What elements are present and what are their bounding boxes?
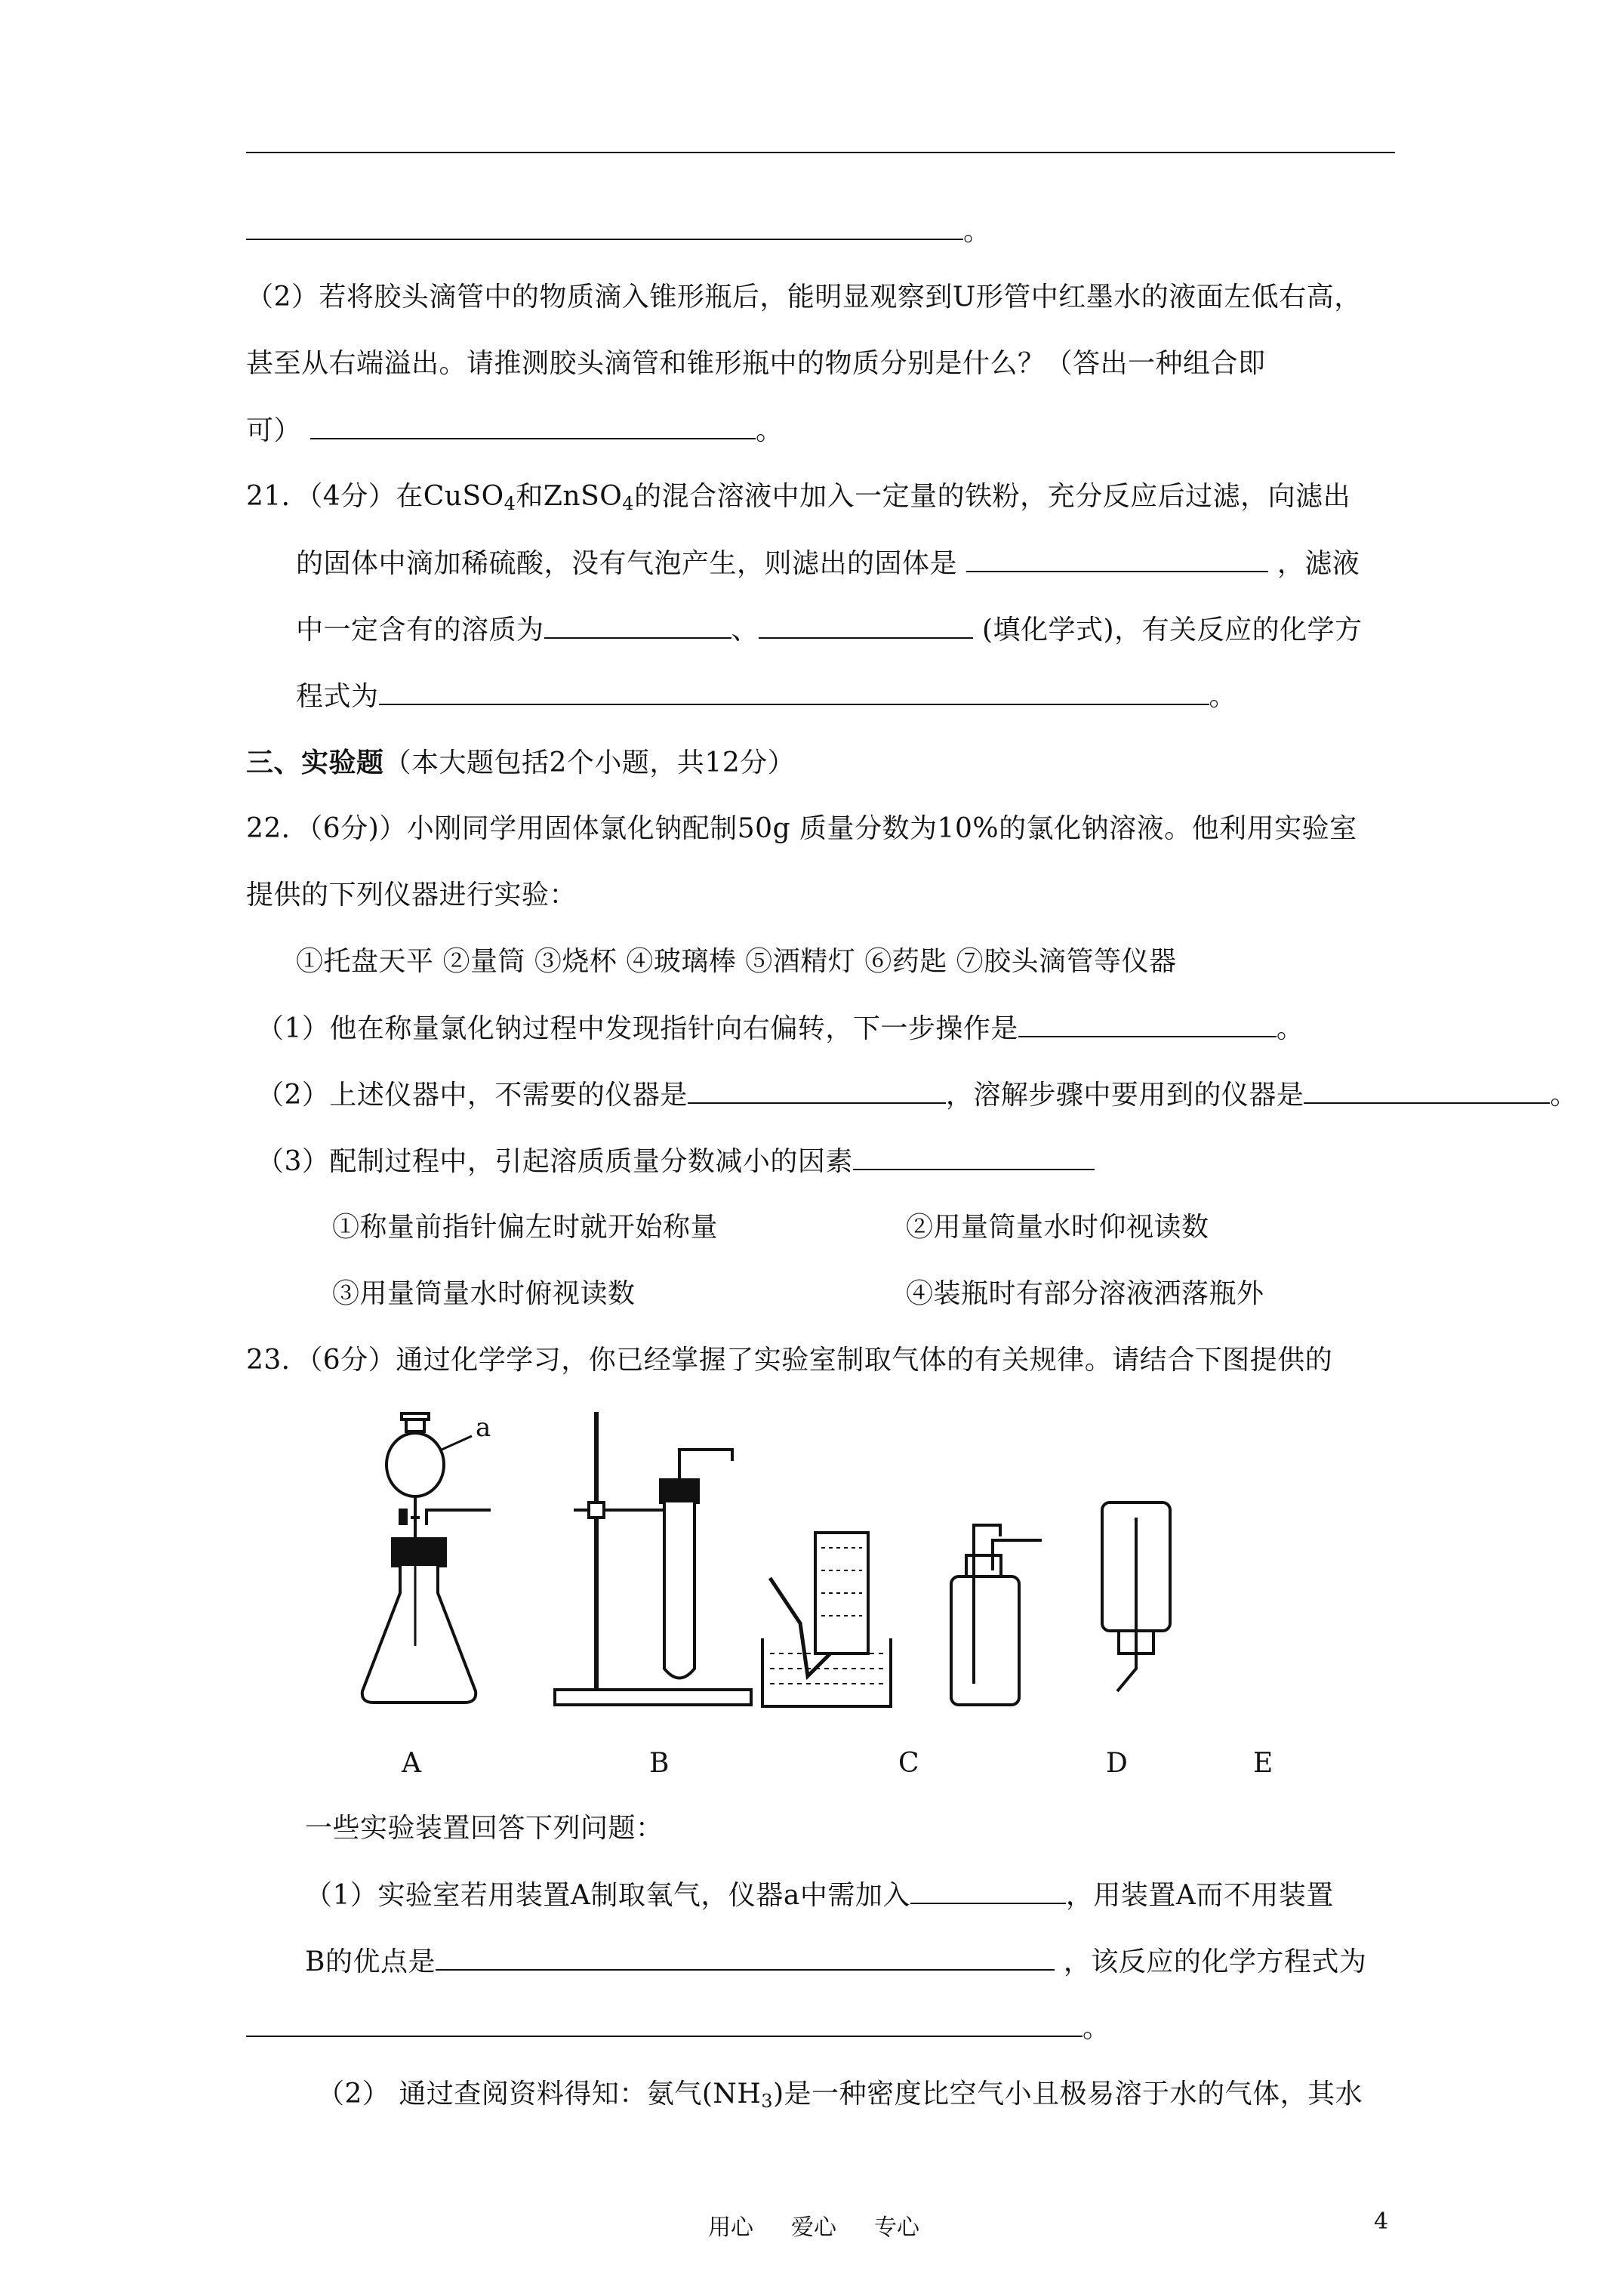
q23-part1-line2: B的优点是 ，该反应的化学方程式为 xyxy=(305,1943,1366,1980)
figure-label-a: A xyxy=(402,1748,421,1779)
answer-blank[interactable] xyxy=(688,1077,946,1104)
answer-blank[interactable] xyxy=(1304,1077,1550,1104)
q22-instruments: ①托盘天平 ②量筒 ③烧杯 ④玻璃棒 ⑤酒精灯 ⑥药匙 ⑦胶头滴管等仪器 xyxy=(296,946,1177,977)
answer-blank[interactable] xyxy=(379,678,1209,705)
label-a: a xyxy=(476,1413,491,1443)
section-3-heading: 三、实验题（本大题包括2个小题，共12分） xyxy=(246,747,796,778)
q22-option-4: ④装瓶时有部分溶液洒落瓶外 xyxy=(906,1278,1264,1309)
apparatus-c xyxy=(762,1533,891,1706)
q23-part1-line1: （1）实验室若用装置A制取氧气，仪器a中需加入 ，用装置A而不用装置 xyxy=(305,1877,1334,1914)
q22-line1: 22．（6分)）小刚同学用固体氯化钠配制50g 质量分数为10%的氯化钠溶液。他利用实验室 xyxy=(246,813,1357,844)
apparatus-figure xyxy=(317,1397,1374,1789)
answer-blank[interactable] xyxy=(544,612,731,639)
figure-label-d: D xyxy=(1106,1748,1128,1779)
q23-line2: 一些实验装置回答下列问题： xyxy=(305,1813,664,1844)
q21-line3: 中一定含有的溶质为 、 (填化学式)，有关反应的化学方 xyxy=(296,612,1363,649)
footer-text-1: 用心 xyxy=(708,2214,753,2241)
answer-blank[interactable] xyxy=(246,2010,1083,2037)
answer-blank[interactable] xyxy=(246,213,963,240)
q22-part2: （2）上述仪器中，不需要的仪器是 ，溶解步骤中要用到的仪器是 。 xyxy=(257,1077,1578,1114)
q22-option-1: ①称量前指针偏左时就开始称量 xyxy=(332,1212,719,1243)
q22-option-3: ③用量筒量水时俯视读数 xyxy=(332,1278,636,1309)
footer-text-3: 专心 xyxy=(874,2214,919,2241)
q23-part1-line3: 。 xyxy=(246,2010,1110,2047)
q21-line1: 21．（4分）在CuSO$_4$和ZnSO$_4$的混合溶液中加入一定量的铁粉，充分反应后过滤，向滤出 xyxy=(246,481,1351,514)
q22-line2: 提供的下列仪器进行实验： xyxy=(246,880,577,911)
q22-part1: （1）他在称量氯化钠过程中发现指针向右偏转，下一步操作是 。 xyxy=(257,1010,1304,1047)
answer-blank[interactable] xyxy=(966,545,1268,572)
q21-line2: 的固体中滴加稀硫酸，没有气泡产生，则滤出的固体是 ，滤液 xyxy=(296,545,1360,582)
footer-text-2: 爱心 xyxy=(791,2214,836,2241)
figure-label-b: B xyxy=(649,1748,670,1779)
figure-label-c: C xyxy=(898,1748,919,1779)
q21-line4: 程式为 。 xyxy=(296,678,1236,715)
q20-part2-line3: 可） 。 xyxy=(246,412,783,449)
answer-blank[interactable] xyxy=(759,612,973,639)
answer-blank[interactable] xyxy=(436,1943,1055,1971)
q22-part3: （3）配制过程中，引起溶质质量分数减小的因素 xyxy=(257,1143,1095,1180)
q20-part2-line2: 甚至从右端溢出。请推测胶头滴管和锥形瓶中的物质分别是什么？（答出一种组合即 xyxy=(246,348,1266,379)
apparatus-e xyxy=(1102,1502,1170,1691)
header-rule xyxy=(246,152,1395,153)
answer-blank[interactable] xyxy=(853,1143,1095,1170)
apparatus-a xyxy=(362,1413,491,1703)
answer-line-1: 。 xyxy=(246,213,991,250)
q23-line1: 23．（6分）通过化学学习，你已经掌握了实验室制取气体的有关规律。请结合下图提供的 xyxy=(246,1345,1333,1376)
q22-option-2: ②用量筒量水时仰视读数 xyxy=(906,1212,1209,1243)
page-number: 4 xyxy=(1374,2208,1389,2235)
apparatus-d xyxy=(951,1525,1042,1705)
apparatus-b xyxy=(555,1412,751,1705)
answer-blank[interactable] xyxy=(910,1877,1066,1904)
figure-label-e: E xyxy=(1253,1748,1273,1779)
answer-blank[interactable] xyxy=(1018,1010,1277,1037)
q20-part2-line1: （2）若将胶头滴管中的物质滴入锥形瓶后，能明显观察到U形管中红墨水的液面左低右高， xyxy=(246,282,1362,313)
q23-part2-line1: （2） 通过查阅资料得知：氨气$(NH_3)$是一种密度比空气小且极易溶于水的气体，其水 xyxy=(317,2079,1363,2112)
answer-blank[interactable] xyxy=(310,412,756,439)
